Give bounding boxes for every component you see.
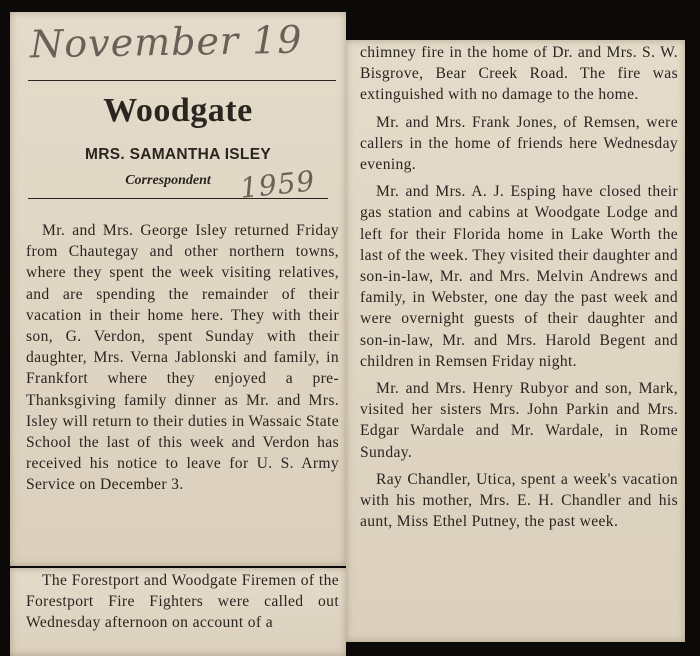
paragraph: Ray Chandler, Utica, spent a week's vacation with his mother, Mrs. E. H. Chandler and his aunt, Miss Ethel Putney, the past week. [360, 470, 678, 531]
left-column-continued [26, 570, 339, 640]
paragraph: Mr. and Mrs. A. J. Esping have closed their gas station and cabins at Woodgate Lodge and left for their Florida home in Lake Worth the last of the week. They visited their daughter and son-in-law, Mr. and Mrs. Melvin Andrews and family, in Webster, one day the past week and were overnight guests of their daughter and son-in-law, Mr. and Mrs. Harold Begent and children in Remsen Friday night. [360, 183, 678, 370]
paragraph: The Forestport and Woodgate Firemen of the Forestport Fire Fighters were called out Wednesday afternoon on account of a [26, 572, 339, 632]
paragraph: Mr. and Mrs. Henry Rubyor and son, Mark, visited her sisters Mrs. John Parkin and Mrs. Edgar Wardale and Mr. Wardale, in Rome Sunday. [360, 380, 678, 461]
paragraph: Mr. and Mrs. Frank Jones, of Remsen, were callers in the home of friends here Wednesday evening. [360, 113, 678, 174]
left-column [26, 220, 339, 502]
handwritten-date: November 19 [29, 17, 303, 67]
header-rule-top [28, 80, 336, 81]
byline: MRS. SAMANTHA ISLEY [85, 146, 271, 163]
headline: Woodgate [103, 92, 253, 129]
handwritten-year: 1959 [238, 164, 317, 205]
paragraph: Mr. and Mrs. George Isley returned Friday from Chautegay and other northern towns, where they spent the week visiting relatives, and are spending the remainder of their vacation in their home here. They with their son, G. Verdon, spent Sunday with their daughter, Mrs. Verna Jablonski and family, in Frankfort where they enjoyed a pre-Thanksgiving family dinner as Mr. and Mrs. Isley will return to their duties in Wassaic State School the last of this week and Verdon has received his notice to leave for U. S. Army Service on December 3. [26, 222, 339, 494]
byline-title: Correspondent [125, 173, 211, 188]
right-column [360, 42, 678, 538]
header-rule-bottom [28, 198, 328, 199]
paragraph: chimney fire in the home of Dr. and Mrs. S. W. Bisgrove, Bear Creek Road. The fire was extinguished with no damage to the home. [360, 44, 678, 104]
